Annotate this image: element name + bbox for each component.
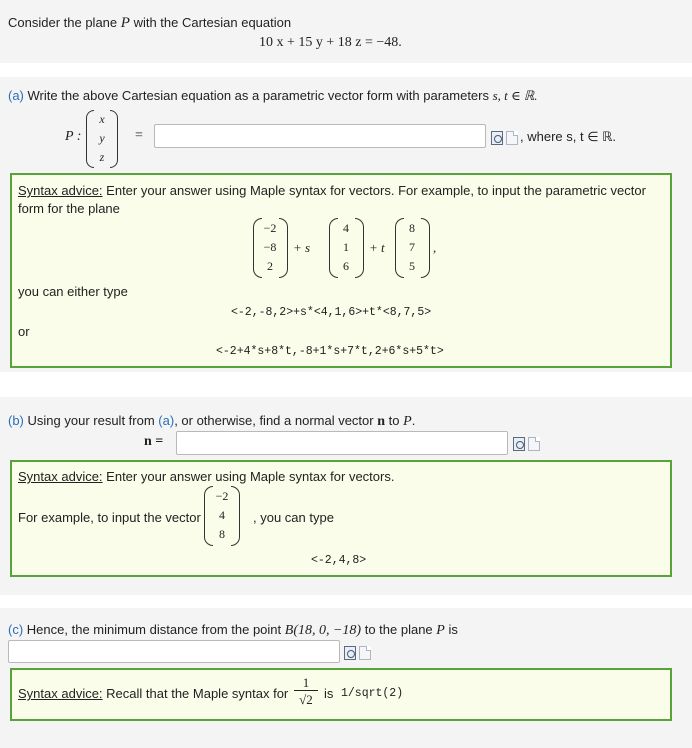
example-vec2-c2: 1 (343, 240, 349, 254)
part-c-text2: to the plane (364, 622, 433, 637)
example-vec1-c3: 2 (267, 259, 273, 273)
part-a-label: (a) (8, 88, 24, 103)
part-a-question (8, 88, 537, 104)
example-vec2-c1: 4 (343, 221, 349, 235)
preview-icon[interactable] (344, 646, 356, 660)
advice-b-example-post: , you can type (253, 510, 334, 525)
equals-sign: = (135, 128, 143, 143)
example-vec2-right-paren (355, 218, 364, 278)
example-b-c1: −2 (215, 489, 229, 503)
example-vec3-right-paren (421, 218, 430, 278)
example-vec3 (402, 219, 422, 276)
example-end-comma: , (433, 240, 437, 255)
advice-a-body: Enter your answer using Maple syntax for vectors. For example, to input the parametric vector form for the plane (18, 183, 646, 216)
advice-c-code: 1/sqrt(2) (341, 687, 404, 700)
advice-a-or: or (18, 324, 30, 339)
example-vec2 (336, 219, 356, 276)
part-c-is: is (448, 622, 458, 637)
cartesian-equation: 10 x + 15 y + 18 z = −48. (259, 35, 402, 50)
advice-a-code1: <-2,-8,2>+s*<4,1,6>+t*<8,7,5> (231, 306, 432, 319)
example-vec3-c3: 5 (409, 259, 415, 273)
advice-c-body: Recall that the Maple syntax for (106, 686, 289, 701)
syntax-help-icon[interactable] (528, 437, 540, 451)
advice-a-title: Syntax advice: (18, 183, 103, 198)
part-a-params: s, t ∈ ℝ. (492, 88, 538, 103)
position-vector (94, 110, 110, 167)
example-vec2-c3: 6 (343, 259, 349, 273)
advice-b-title: Syntax advice: (18, 469, 103, 484)
example-b-c3: 8 (219, 527, 225, 541)
advice-a-either: you can either type (18, 284, 128, 299)
parametric-form-input[interactable] (154, 124, 486, 148)
plane-lhs: P : (65, 129, 82, 144)
syntax-help-icon[interactable] (359, 646, 371, 660)
plus-s (293, 240, 310, 256)
part-b-plane-symbol: P (403, 414, 412, 429)
part-b-question (8, 413, 415, 430)
plus-s-text: + s (293, 240, 311, 255)
part-b-ref-link[interactable]: (a) (158, 413, 175, 428)
part-c-text: Hence, the minimum distance from the point (26, 622, 282, 637)
advice-c-is: is (324, 686, 334, 701)
part-b-period: . (411, 413, 416, 428)
part-a-text: Write the above Cartesian equation as a parametric vector form with parameters (27, 88, 489, 103)
part-c-question (8, 622, 458, 639)
advice-c-title: Syntax advice: (18, 686, 103, 701)
advice-b-body: Enter your answer using Maple syntax for vectors. (106, 469, 395, 484)
fraction (294, 675, 318, 708)
example-b-c2: 4 (219, 508, 225, 522)
part-c-label: (c) (8, 622, 24, 637)
vec-x: x (99, 112, 105, 126)
advice-b-code: <-2,4,8> (311, 554, 367, 567)
example-vec3-c1: 8 (409, 221, 415, 235)
example-vec3-c2: 7 (409, 240, 415, 254)
advice-b-text (18, 469, 394, 484)
preview-icon[interactable] (491, 131, 503, 145)
part-c-plane-symbol: P (436, 623, 445, 638)
preview-icon[interactable] (513, 437, 525, 451)
example-vec1-c2: −8 (263, 240, 277, 254)
fraction-numerator: 1 (294, 675, 318, 691)
intro-text: Consider the plane (8, 15, 118, 30)
part-b-text-mid: , or otherwise, find a normal vector (174, 413, 374, 428)
example-vec1 (260, 219, 280, 276)
plus-t-text: + t (369, 240, 385, 255)
plane-symbol: P (120, 15, 130, 31)
point-b: B(18, 0, −18) (284, 623, 362, 638)
min-distance-input[interactable] (8, 640, 340, 663)
vec-y: y (99, 131, 105, 145)
example-vec1-right-paren (279, 218, 288, 278)
vector-left-paren (86, 110, 94, 168)
normal-n-symbol: n (377, 414, 386, 429)
advice-c-text (18, 686, 288, 701)
advice-a-code2: <-2+4*s+8*t,-8+1*s+7*t,2+6*s+5*t> (216, 345, 444, 358)
normal-vector-input[interactable] (176, 431, 508, 455)
vector-right-paren (110, 110, 118, 168)
where-params-text: , where s, t ∈ ℝ. (520, 129, 617, 144)
advice-b-example-pre: For example, to input the vector (18, 510, 201, 525)
part-b-text-to: to (388, 413, 400, 428)
fraction-denominator: √2 (299, 692, 313, 707)
normal-lhs: n = (144, 434, 164, 449)
syntax-help-icon[interactable] (506, 131, 518, 145)
part-b-text-pre: Using your result from (27, 413, 155, 428)
example-b-vector (212, 487, 232, 544)
vec-z: z (99, 150, 105, 164)
plus-t (369, 240, 385, 256)
intro-line (8, 15, 291, 32)
example-b-right-paren (231, 486, 240, 546)
advice-a-text (18, 182, 658, 218)
example-vec1-c1: −2 (263, 221, 277, 235)
part-b-label: (b) (8, 413, 24, 428)
intro-text2: with the Cartesian equation (133, 15, 292, 30)
